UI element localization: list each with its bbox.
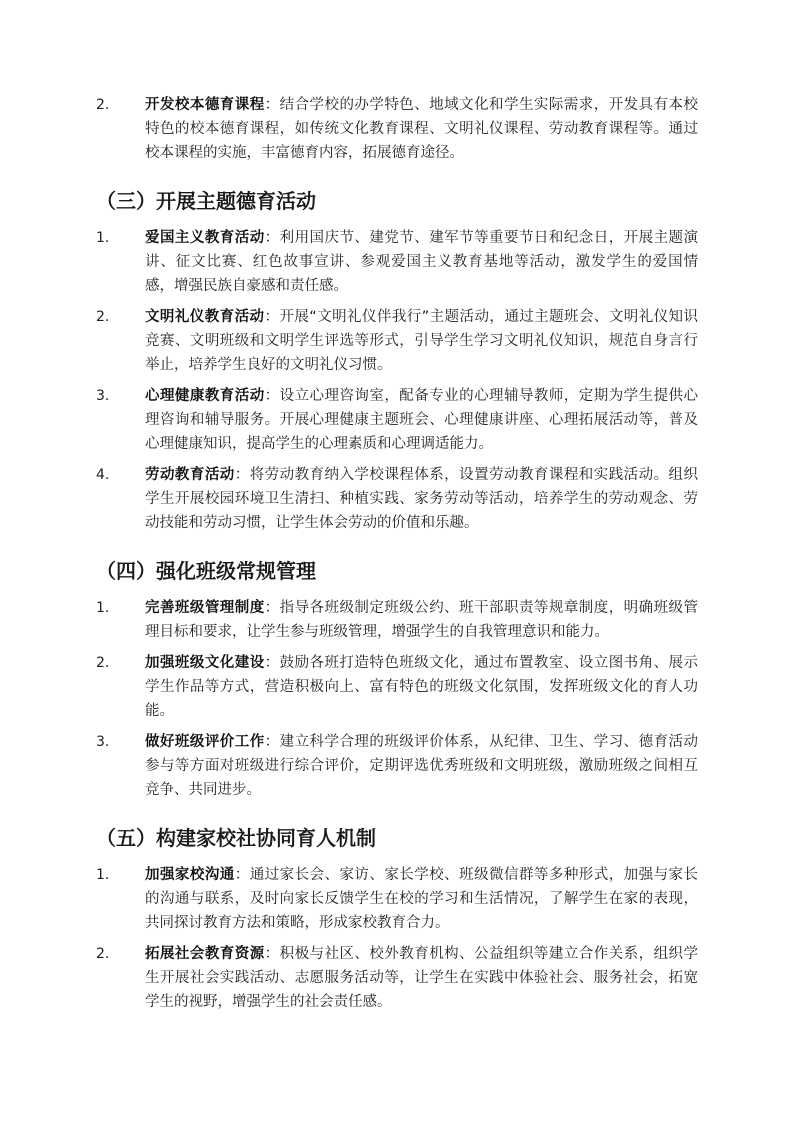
item-body <box>145 384 698 456</box>
text-line: 竞争、共同进步。 <box>145 782 261 798</box>
text-segment: ：鼓励各班打造特色班级文化，通过布置教室、设立图书角、展示 <box>264 655 698 671</box>
text-line <box>145 384 698 408</box>
text-line: 理咨询和辅导服务。开展心理健康主题班会、心理健康讲座、心理拓展活动等，普及 <box>145 412 698 428</box>
text-segment: ：将劳动教育纳入学校课程体系，设置劳动教育课程和实践活动。组织 <box>234 467 698 483</box>
item-label: 文明礼仪教育活动 <box>145 309 265 325</box>
text-segment: ：开展“文明礼仪伴我行”主题活动，通过主题班会、文明礼仪知识 <box>264 309 698 325</box>
text-segment: ：结合学校的办学特色、地域文化和学生实际需求，开发具有本校 <box>264 97 698 113</box>
text-line: 共同探讨教育方法和策略，形成家校教育合力。 <box>145 915 450 931</box>
section-heading: （三）开展主题德育活动 <box>96 189 316 213</box>
item-number: 3. <box>96 388 110 404</box>
text-line <box>145 730 698 754</box>
item-number: 2. <box>96 655 110 671</box>
list-item <box>96 226 794 298</box>
text-line <box>145 463 698 487</box>
section-heading: （五）构建家校社协同育人机制 <box>96 826 376 850</box>
text-line <box>145 305 698 329</box>
text-line: 举止，培养学生良好的文明礼仪习惯。 <box>145 357 392 373</box>
list-item <box>96 596 794 644</box>
item-number: 3. <box>96 734 110 750</box>
item-number: 1. <box>96 230 110 246</box>
list-item <box>96 651 794 723</box>
text-line: 能。 <box>145 703 174 719</box>
item-body <box>145 596 698 644</box>
text-line <box>145 863 698 887</box>
text-line: 理目标和要求，让学生参与班级管理，增强学生的自我管理意识和能力。 <box>145 624 609 640</box>
text-line: 心理健康知识，提高学生的心理素质和心理调适能力。 <box>145 436 493 452</box>
item-label: 拓展社会教育资源 <box>145 946 265 962</box>
item-body <box>145 942 698 1014</box>
item-label: 做好班级评价工作 <box>145 734 265 750</box>
text-line: 讲、征文比赛、红色故事宣讲、参观爱国主义教育基地等活动，激发学生的爱国情 <box>145 254 698 270</box>
item-number: 4. <box>96 467 110 483</box>
item-label: 完善班级管理制度 <box>145 600 265 616</box>
text-line: 参与等方面对班级进行综合评价，定期评选优秀班级和文明班级，激励班级之间相互 <box>145 758 698 774</box>
list-item <box>96 730 794 802</box>
item-number: 2. <box>96 946 110 962</box>
item-number: 2. <box>96 97 110 113</box>
text-line: 学生作品等方式，营造积极向上、富有特色的班级文化氛围，发挥班级文化的育人功 <box>145 679 698 695</box>
item-body <box>145 730 698 802</box>
item-label: 爱国主义教育活动 <box>145 230 265 246</box>
section-heading: （四）强化班级常规管理 <box>96 559 316 583</box>
item-label: 加强班级文化建设 <box>145 655 265 671</box>
item-number: 2. <box>96 309 110 325</box>
text-line <box>145 93 698 117</box>
text-line: 特色的校本德育课程，如传统文化教育课程、文明礼仪课程、劳动教育课程等。通过 <box>145 121 698 137</box>
item-number: 1. <box>96 600 110 616</box>
item-number: 1. <box>96 867 110 883</box>
text-line: 生开展社会实践活动、志愿服务活动等，让学生在实践中体验社会、服务社会，拓宽 <box>145 970 698 986</box>
text-line: 竞赛、文明班级和文明学生评选等形式，引导学生学习文明礼仪知识，规范自身言行 <box>145 333 698 349</box>
item-body <box>145 93 698 165</box>
item-label: 加强家校沟通 <box>145 867 235 883</box>
list-item <box>96 384 794 456</box>
text-line: 的沟通与联系，及时向家长反馈学生在校的学习和生活情况，了解学生在家的表现， <box>145 891 698 907</box>
text-line: 动技能和劳动习惯，让学生体会劳动的价值和乐趣。 <box>145 515 479 531</box>
item-label: 劳动教育活动 <box>145 467 235 483</box>
item-body <box>145 863 698 935</box>
text-segment: ：通过家长会、家访、家长学校、班级微信群等多种形式，加强与家长 <box>234 867 698 883</box>
text-line <box>145 226 698 250</box>
text-segment: ：建立科学合理的班级评价体系，从纪律、卫生、学习、德育活动 <box>264 734 698 750</box>
item-body <box>145 463 698 535</box>
text-segment: ：利用国庆节、建党节、建军节等重要节日和纪念日，开展主题演 <box>264 230 698 246</box>
text-segment: ：指导各班级制定班级公约、班干部职责等规章制度，明确班级管 <box>264 600 698 616</box>
list-item <box>96 93 794 165</box>
text-segment: ：积极与社区、校外教育机构、公益组织等建立合作关系，组织学 <box>264 946 698 962</box>
list-item <box>96 863 794 935</box>
item-body <box>145 305 698 377</box>
item-body <box>145 651 698 723</box>
text-line: 学生开展校园环境卫生清扫、种植实践、家务劳动等活动，培养学生的劳动观念、劳 <box>145 491 698 507</box>
list-item <box>96 305 794 377</box>
item-body <box>145 226 698 298</box>
item-label: 开发校本德育课程 <box>145 97 265 113</box>
text-segment: ：设立心理咨询室，配备专业的心理辅导教师，定期为学生提供心 <box>264 388 698 404</box>
text-line <box>145 942 698 966</box>
item-label: 心理健康教育活动 <box>145 388 265 404</box>
list-item <box>96 942 794 1014</box>
text-line: 感，增强民族自豪感和责任感。 <box>145 278 348 294</box>
text-line <box>145 596 698 620</box>
list-item <box>96 463 794 535</box>
text-line: 学生的视野，增强学生的社会责任感。 <box>145 994 392 1010</box>
text-line <box>145 651 698 675</box>
text-line: 校本课程的实施，丰富德育内容，拓展德育途径。 <box>145 145 464 161</box>
